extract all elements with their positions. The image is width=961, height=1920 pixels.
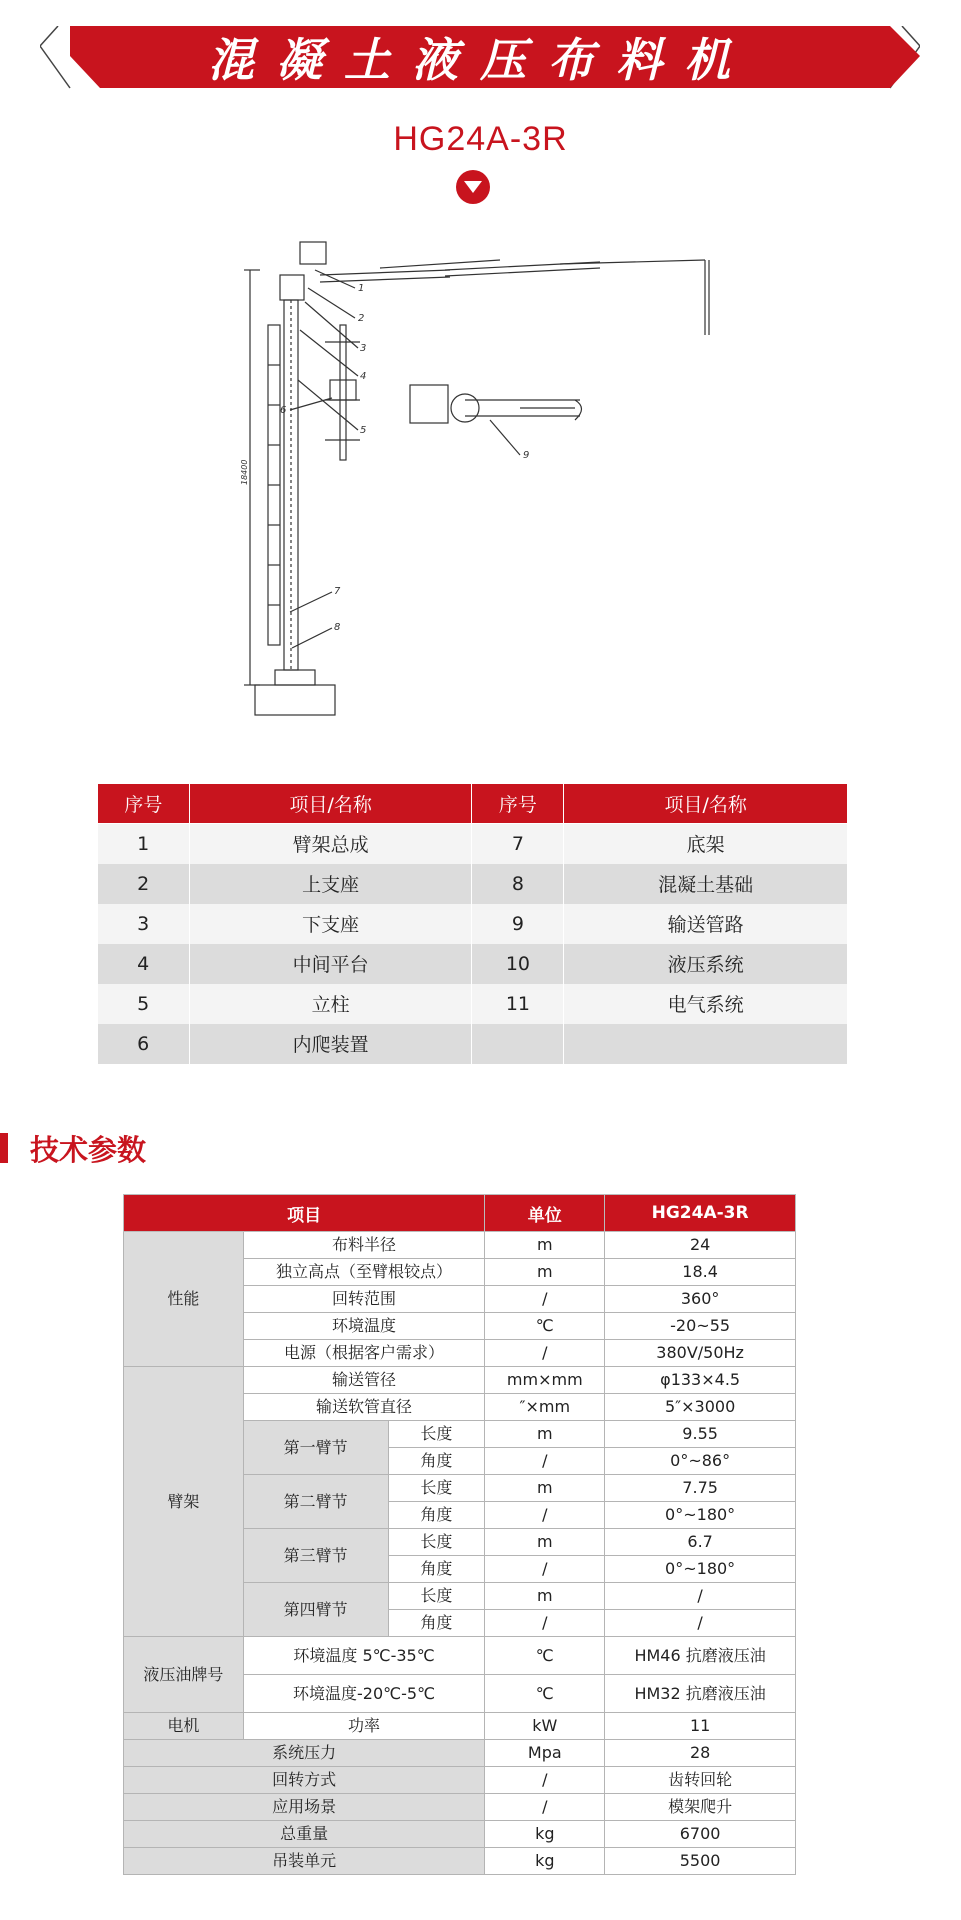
group-label: 臂架 xyxy=(124,1367,244,1637)
table-row xyxy=(124,1821,796,1848)
spec-unit: / xyxy=(485,1448,605,1475)
part-name: 内爬装置 xyxy=(189,1024,472,1064)
part-name: 电气系统 xyxy=(564,984,848,1024)
table-row xyxy=(124,1637,796,1675)
spec-name: 总重量 xyxy=(124,1821,485,1848)
spec-unit: m xyxy=(485,1421,605,1448)
table-row xyxy=(124,1713,796,1740)
specs-table xyxy=(123,1194,796,1875)
part-number xyxy=(472,1024,564,1064)
table-row xyxy=(98,824,848,864)
part-name: 臂架总成 xyxy=(189,824,472,864)
spec-unit: / xyxy=(485,1340,605,1367)
spec-name: 长度 xyxy=(388,1583,485,1610)
spec-unit: m xyxy=(485,1232,605,1259)
spec-value: HM46 抗磨液压油 xyxy=(605,1637,796,1675)
spec-unit: / xyxy=(485,1286,605,1313)
spec-unit: m xyxy=(485,1529,605,1556)
spec-name: 回转范围 xyxy=(243,1286,485,1313)
header-no: 序号 xyxy=(98,784,190,824)
part-number: 9 xyxy=(472,904,564,944)
part-name: 中间平台 xyxy=(189,944,472,984)
spec-name: 角度 xyxy=(388,1556,485,1583)
header-name: 项目/名称 xyxy=(564,784,848,824)
header-item: 项目 xyxy=(124,1195,485,1232)
spec-value: / xyxy=(605,1583,796,1610)
spec-name: 角度 xyxy=(388,1448,485,1475)
spec-unit: ″×mm xyxy=(485,1394,605,1421)
spec-unit: / xyxy=(485,1767,605,1794)
spec-unit: ℃ xyxy=(485,1637,605,1675)
spec-name: 环境温度-20℃-5℃ xyxy=(243,1675,485,1713)
spec-value: 28 xyxy=(605,1740,796,1767)
part-name: 下支座 xyxy=(189,904,472,944)
spec-unit: m xyxy=(485,1583,605,1610)
spec-name: 输送软管直径 xyxy=(243,1394,485,1421)
spec-value: 0°~180° xyxy=(605,1556,796,1583)
drawing-label-7: 7 xyxy=(334,586,341,597)
part-name: 上支座 xyxy=(189,864,472,904)
part-number: 11 xyxy=(472,984,564,1024)
drawing-label-8: 8 xyxy=(334,622,341,633)
boom-section-name: 第四臂节 xyxy=(243,1583,388,1637)
table-row xyxy=(124,1740,796,1767)
part-number: 6 xyxy=(98,1024,190,1064)
drawing-label-5: 5 xyxy=(360,425,367,436)
header-name: 项目/名称 xyxy=(189,784,472,824)
spec-unit: ℃ xyxy=(485,1675,605,1713)
part-number: 1 xyxy=(98,824,190,864)
spec-unit: kg xyxy=(485,1821,605,1848)
spec-value: 齿转回轮 xyxy=(605,1767,796,1794)
spec-unit: mm×mm xyxy=(485,1367,605,1394)
drawing-label-6: 6 xyxy=(280,405,287,416)
spec-name: 应用场景 xyxy=(124,1794,485,1821)
section-marker xyxy=(0,1133,8,1163)
spec-value: 5500 xyxy=(605,1848,796,1875)
spec-unit: / xyxy=(485,1502,605,1529)
part-name: 液压系统 xyxy=(564,944,848,984)
table-row xyxy=(124,1767,796,1794)
header-no: 序号 xyxy=(472,784,564,824)
part-number: 5 xyxy=(98,984,190,1024)
spec-value: 360° xyxy=(605,1286,796,1313)
spec-name: 环境温度 5℃-35℃ xyxy=(243,1637,485,1675)
spec-unit: / xyxy=(485,1610,605,1637)
spec-unit: kg xyxy=(485,1848,605,1875)
boom-section-name: 第三臂节 xyxy=(243,1529,388,1583)
spec-name: 系统压力 xyxy=(124,1740,485,1767)
spec-value: 0°~86° xyxy=(605,1448,796,1475)
drawing-label-4: 4 xyxy=(360,371,367,382)
spec-name: 角度 xyxy=(388,1610,485,1637)
table-row xyxy=(98,864,848,904)
part-number: 8 xyxy=(472,864,564,904)
spec-value: 0°~180° xyxy=(605,1502,796,1529)
table-row xyxy=(98,904,848,944)
parts-table-header xyxy=(98,784,848,824)
spec-unit: Mpa xyxy=(485,1740,605,1767)
spec-name: 电源（根据客户需求） xyxy=(243,1340,485,1367)
spec-value: 24 xyxy=(605,1232,796,1259)
spec-name: 功率 xyxy=(243,1713,485,1740)
spec-name: 独立高点（至臂根铰点） xyxy=(243,1259,485,1286)
chevron-down-icon xyxy=(456,170,490,204)
spec-value: 模架爬升 xyxy=(605,1794,796,1821)
part-name xyxy=(564,1024,848,1064)
part-name: 混凝土基础 xyxy=(564,864,848,904)
spec-value: 18.4 xyxy=(605,1259,796,1286)
spec-unit: m xyxy=(485,1259,605,1286)
technical-drawing xyxy=(220,230,740,730)
table-row xyxy=(98,1024,848,1064)
spec-value: 11 xyxy=(605,1713,796,1740)
drawing-label-9: 9 xyxy=(523,450,530,461)
part-number: 4 xyxy=(98,944,190,984)
specs-table-header xyxy=(124,1195,796,1232)
spec-value: 5″×3000 xyxy=(605,1394,796,1421)
spec-name: 环境温度 xyxy=(243,1313,485,1340)
spec-unit: / xyxy=(485,1556,605,1583)
group-label: 性能 xyxy=(124,1232,244,1367)
spec-unit: kW xyxy=(485,1713,605,1740)
spec-unit: m xyxy=(485,1475,605,1502)
spec-name: 长度 xyxy=(388,1421,485,1448)
part-name: 底架 xyxy=(564,824,848,864)
model-title: HG24A-3R xyxy=(393,120,568,158)
header-model: HG24A-3R xyxy=(605,1195,796,1232)
group-label: 液压油牌号 xyxy=(124,1637,244,1713)
spec-unit: / xyxy=(485,1794,605,1821)
table-row xyxy=(124,1367,796,1394)
banner-title: 混凝土液压布料机 xyxy=(208,33,752,87)
drawing-label-3: 3 xyxy=(360,343,367,354)
spec-value: 380V/50Hz xyxy=(605,1340,796,1367)
drawing-label-2: 2 xyxy=(358,313,365,324)
spec-value: / xyxy=(605,1610,796,1637)
spec-name: 长度 xyxy=(388,1475,485,1502)
part-name: 立柱 xyxy=(189,984,472,1024)
boom-section-name: 第一臂节 xyxy=(243,1421,388,1475)
spec-value: φ133×4.5 xyxy=(605,1367,796,1394)
part-number: 10 xyxy=(472,944,564,984)
spec-unit: ℃ xyxy=(485,1313,605,1340)
section-title: 技术参数 xyxy=(30,1133,147,1167)
table-row xyxy=(124,1232,796,1259)
boom-section-name: 第二臂节 xyxy=(243,1475,388,1529)
part-number: 3 xyxy=(98,904,190,944)
drawing-dimension: 18400 xyxy=(240,459,249,485)
header-unit: 单位 xyxy=(485,1195,605,1232)
spec-name: 角度 xyxy=(388,1502,485,1529)
spec-value: 6700 xyxy=(605,1821,796,1848)
table-row xyxy=(124,1794,796,1821)
part-name: 输送管路 xyxy=(564,904,848,944)
spec-name: 布料半径 xyxy=(243,1232,485,1259)
group-label: 电机 xyxy=(124,1713,244,1740)
spec-value: 9.55 xyxy=(605,1421,796,1448)
spec-value: 7.75 xyxy=(605,1475,796,1502)
spec-name: 回转方式 xyxy=(124,1767,485,1794)
part-number: 2 xyxy=(98,864,190,904)
spec-value: HM32 抗磨液压油 xyxy=(605,1675,796,1713)
spec-value: -20~55 xyxy=(605,1313,796,1340)
table-row xyxy=(98,944,848,984)
spec-name: 输送管径 xyxy=(243,1367,485,1394)
drawing-label-1: 1 xyxy=(358,283,365,294)
spec-name: 长度 xyxy=(388,1529,485,1556)
spec-name: 吊装单元 xyxy=(124,1848,485,1875)
part-number: 7 xyxy=(472,824,564,864)
parts-table xyxy=(97,783,848,1064)
table-row xyxy=(124,1848,796,1875)
spec-value: 6.7 xyxy=(605,1529,796,1556)
table-row xyxy=(98,984,848,1024)
